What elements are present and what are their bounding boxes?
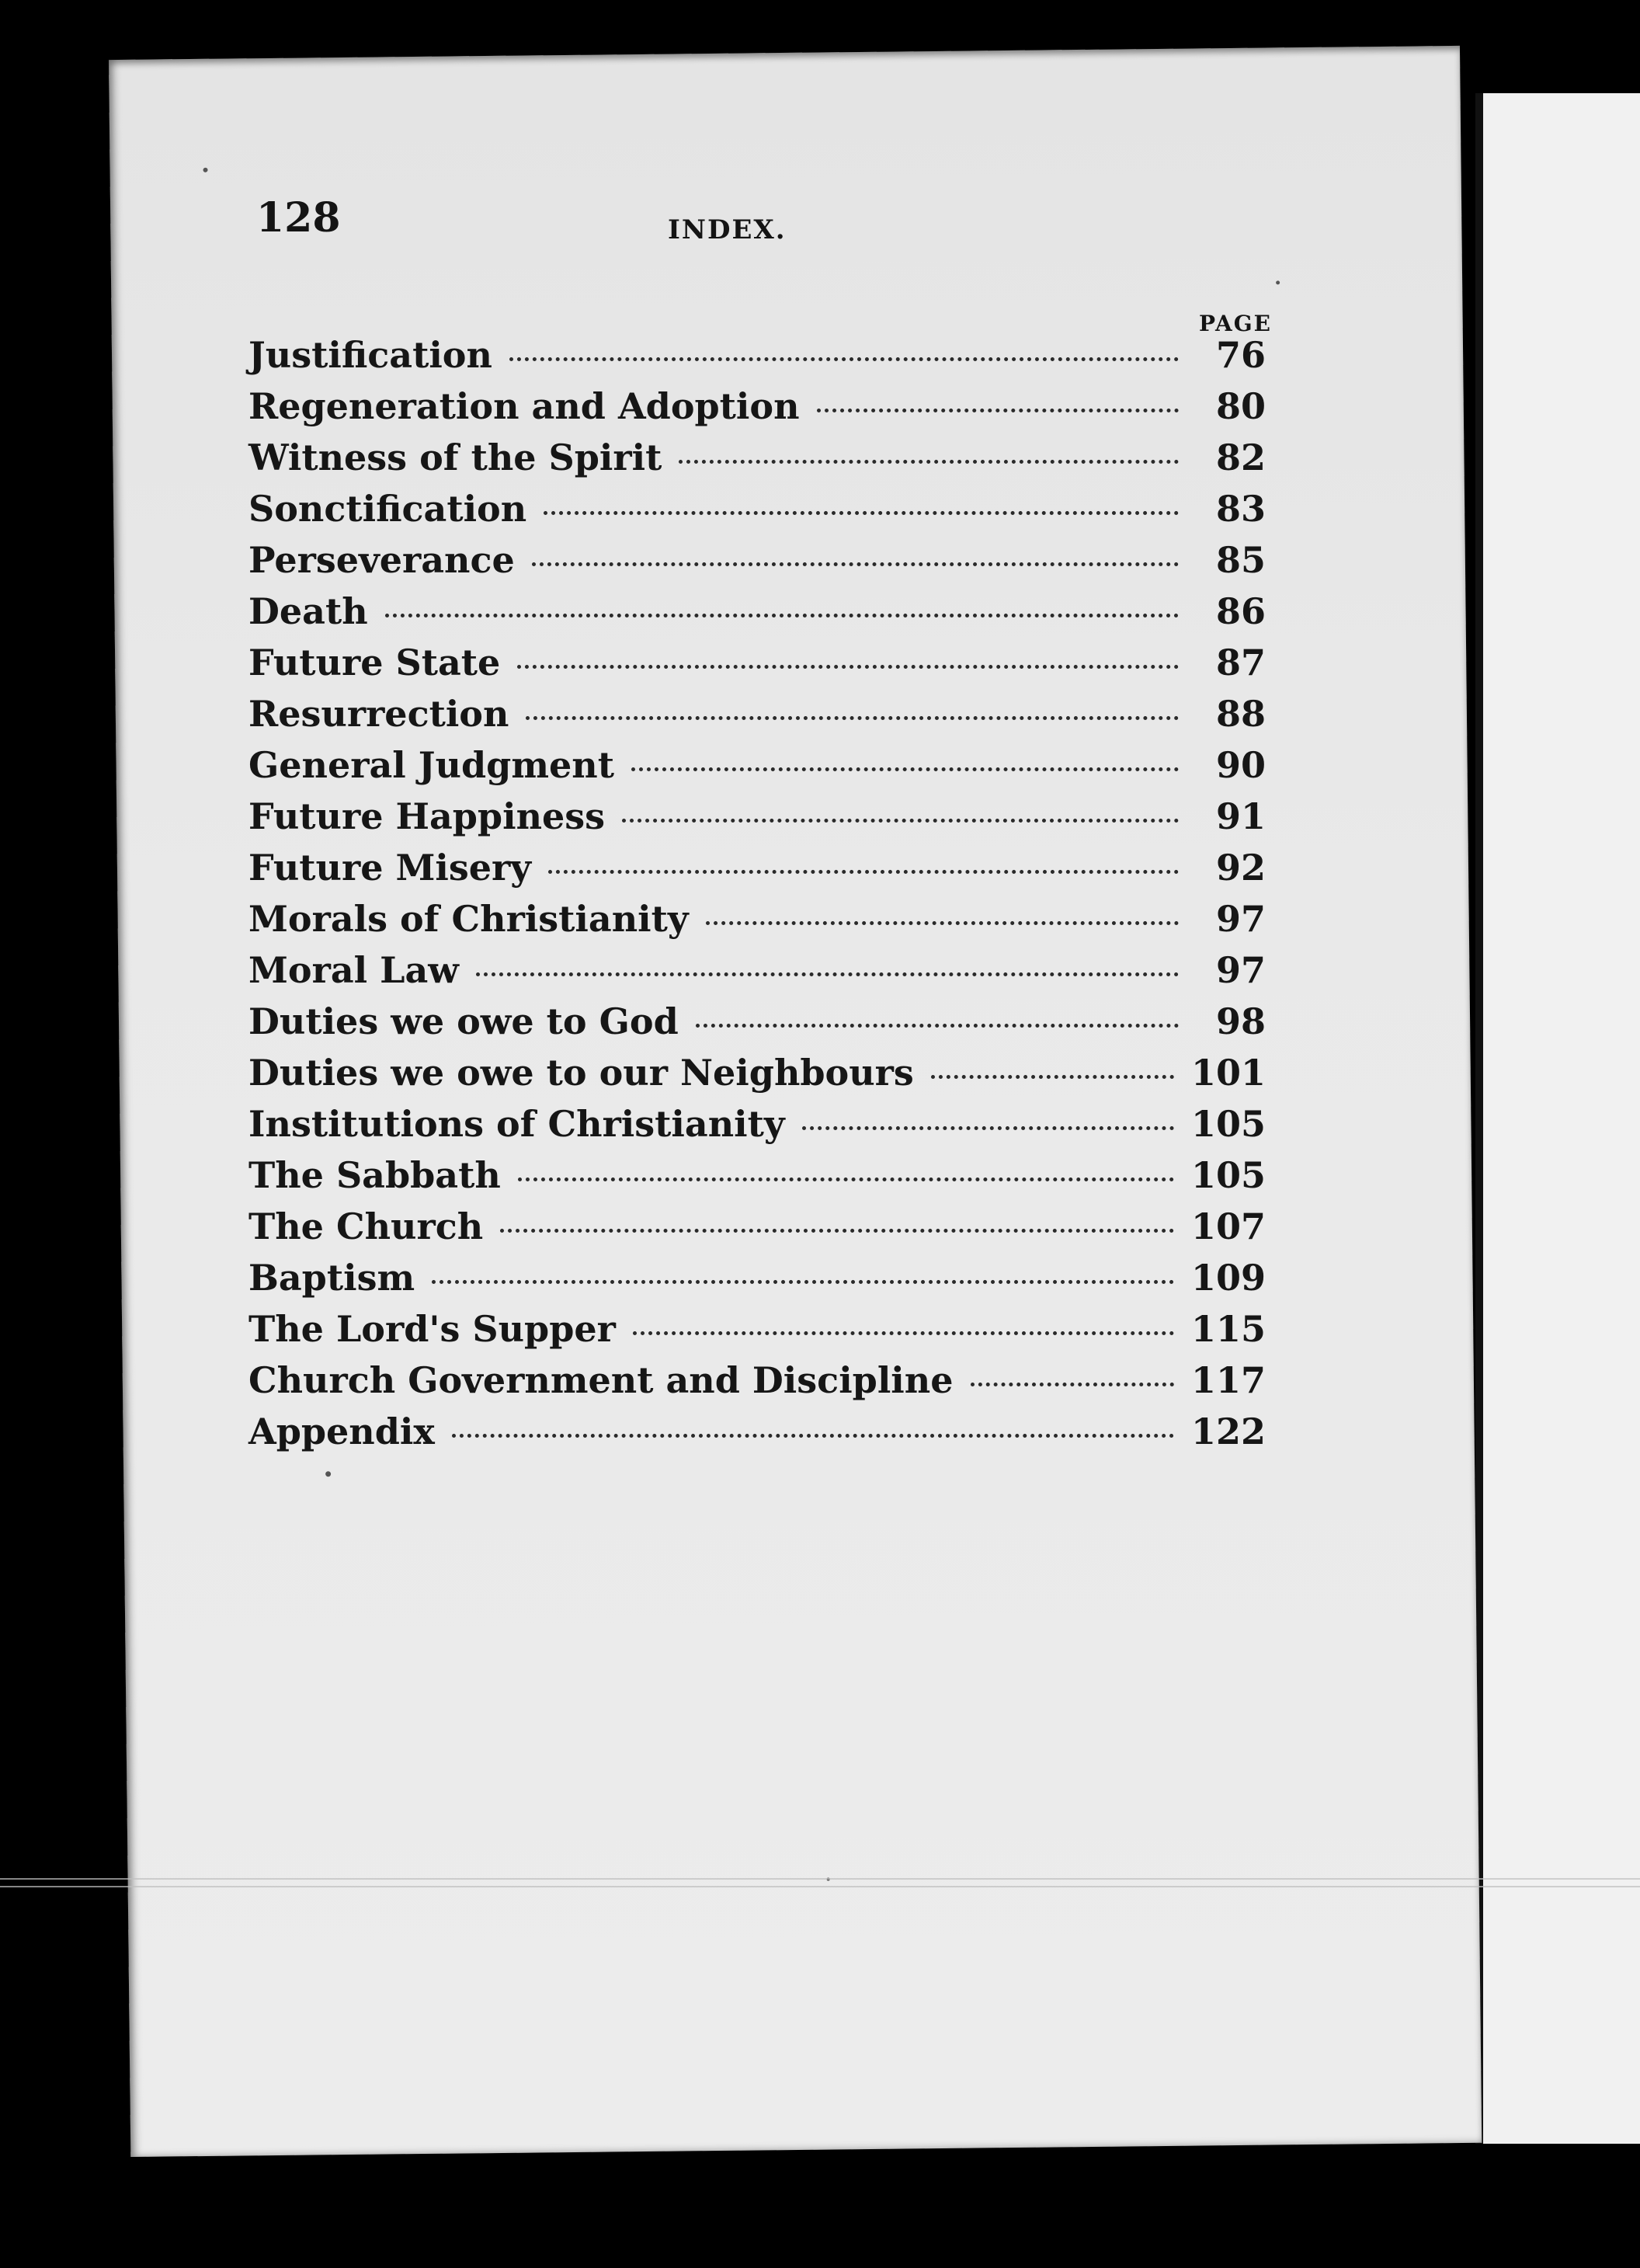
index-entry bbox=[248, 744, 1266, 795]
index-entry bbox=[248, 642, 1266, 693]
entry-title: Witness of the Spirit bbox=[248, 437, 662, 478]
index-entry bbox=[248, 898, 1266, 949]
index-entry bbox=[248, 795, 1266, 847]
dot-leader bbox=[817, 409, 1179, 412]
index-entry bbox=[248, 590, 1266, 642]
index-entry bbox=[248, 1257, 1266, 1308]
page-number: 128 bbox=[256, 194, 341, 242]
dot-leader bbox=[432, 1280, 1174, 1284]
entry-title: Resurrection bbox=[248, 693, 509, 735]
dot-leader bbox=[452, 1434, 1174, 1438]
entry-title: Church Government and Discipline bbox=[248, 1359, 954, 1401]
entry-page: 107 bbox=[1190, 1205, 1266, 1247]
entry-page: 117 bbox=[1190, 1359, 1266, 1401]
page-speck bbox=[325, 1471, 331, 1477]
entry-page: 80 bbox=[1215, 385, 1266, 427]
entry-page: 101 bbox=[1190, 1052, 1266, 1094]
entry-page: 98 bbox=[1215, 1000, 1266, 1042]
entry-title: Moral Law bbox=[248, 949, 459, 991]
entry-page: 88 bbox=[1215, 693, 1266, 735]
index-entry bbox=[248, 949, 1266, 1000]
index-entry bbox=[248, 437, 1266, 488]
entry-title: The Sabbath bbox=[248, 1154, 501, 1196]
index-entry bbox=[248, 1052, 1266, 1103]
entry-page: 115 bbox=[1190, 1308, 1266, 1350]
dot-leader bbox=[544, 511, 1179, 515]
facing-page-edge bbox=[1475, 93, 1640, 2144]
dot-leader bbox=[385, 614, 1179, 617]
page-speck bbox=[203, 168, 208, 172]
index-entry bbox=[248, 1308, 1266, 1359]
entry-title: Institutions of Christianity bbox=[248, 1103, 785, 1145]
entry-title: The Church bbox=[248, 1205, 484, 1247]
index-title: INDEX. bbox=[668, 214, 787, 245]
entry-page: 90 bbox=[1215, 744, 1266, 786]
index-entry bbox=[248, 1359, 1266, 1411]
entry-page: 122 bbox=[1190, 1411, 1266, 1452]
index-entry bbox=[248, 1411, 1266, 1462]
dot-leader bbox=[802, 1126, 1174, 1130]
index-entry bbox=[248, 1154, 1266, 1205]
entry-title: Future State bbox=[248, 642, 501, 684]
dot-leader bbox=[526, 716, 1179, 720]
dot-leader bbox=[622, 819, 1179, 823]
index-entry bbox=[248, 385, 1266, 437]
dot-leader bbox=[696, 1024, 1179, 1028]
index-entry bbox=[248, 334, 1266, 385]
scan-artifact-line bbox=[0, 1886, 1640, 1887]
entry-title: Morals of Christianity bbox=[248, 898, 689, 940]
entry-page: 76 bbox=[1215, 334, 1266, 376]
entry-title: The Lord's Supper bbox=[248, 1308, 616, 1350]
entry-page: 97 bbox=[1215, 949, 1266, 991]
entry-page: 83 bbox=[1215, 488, 1266, 530]
entry-title: Future Misery bbox=[248, 847, 532, 889]
dot-leader bbox=[633, 1331, 1174, 1335]
dot-leader bbox=[679, 460, 1179, 464]
index-entry bbox=[248, 539, 1266, 590]
index-entry bbox=[248, 1205, 1266, 1257]
dot-leader bbox=[931, 1075, 1174, 1079]
dot-leader bbox=[509, 357, 1179, 361]
index-entry bbox=[248, 693, 1266, 744]
entry-page: 92 bbox=[1215, 847, 1266, 889]
index-entry bbox=[248, 1103, 1266, 1154]
entry-page: 109 bbox=[1190, 1257, 1266, 1299]
entry-title: Duties we owe to God bbox=[248, 1000, 679, 1042]
dot-leader bbox=[476, 972, 1179, 976]
entry-title: Regeneration and Adoption bbox=[248, 385, 800, 427]
dot-leader bbox=[706, 921, 1179, 925]
entry-page: 86 bbox=[1215, 590, 1266, 632]
entry-title: Justification bbox=[248, 334, 492, 376]
dot-leader bbox=[631, 767, 1179, 771]
page-speck bbox=[1276, 280, 1280, 284]
scan-artifact-line bbox=[0, 1878, 1640, 1880]
entry-title: Future Happiness bbox=[248, 795, 606, 837]
entry-title: Duties we owe to our Neighbours bbox=[248, 1052, 914, 1094]
entry-title: Sonctification bbox=[248, 488, 527, 530]
dot-leader bbox=[500, 1229, 1174, 1233]
dot-leader bbox=[518, 1177, 1174, 1181]
entry-page: 87 bbox=[1215, 642, 1266, 684]
page-header bbox=[256, 194, 1272, 336]
dot-leader bbox=[532, 562, 1179, 566]
entry-page: 82 bbox=[1215, 437, 1266, 478]
index-list bbox=[248, 334, 1266, 1462]
index-entry bbox=[248, 488, 1266, 539]
entry-title: Death bbox=[248, 590, 368, 632]
entry-title: General Judgment bbox=[248, 744, 614, 786]
index-entry bbox=[248, 1000, 1266, 1052]
entry-title: Baptism bbox=[248, 1257, 415, 1299]
entry-page: 85 bbox=[1215, 539, 1266, 581]
entry-page: 97 bbox=[1215, 898, 1266, 940]
dot-leader bbox=[517, 665, 1179, 669]
entry-page: 105 bbox=[1190, 1154, 1266, 1196]
entry-page: 105 bbox=[1190, 1103, 1266, 1145]
entry-title: Appendix bbox=[248, 1411, 435, 1452]
page-column-label: PAGE bbox=[1199, 311, 1272, 336]
entry-page: 91 bbox=[1215, 795, 1266, 837]
dot-leader bbox=[971, 1383, 1174, 1386]
entry-title: Perseverance bbox=[248, 539, 515, 581]
dot-leader bbox=[548, 870, 1179, 874]
index-entry bbox=[248, 847, 1266, 898]
